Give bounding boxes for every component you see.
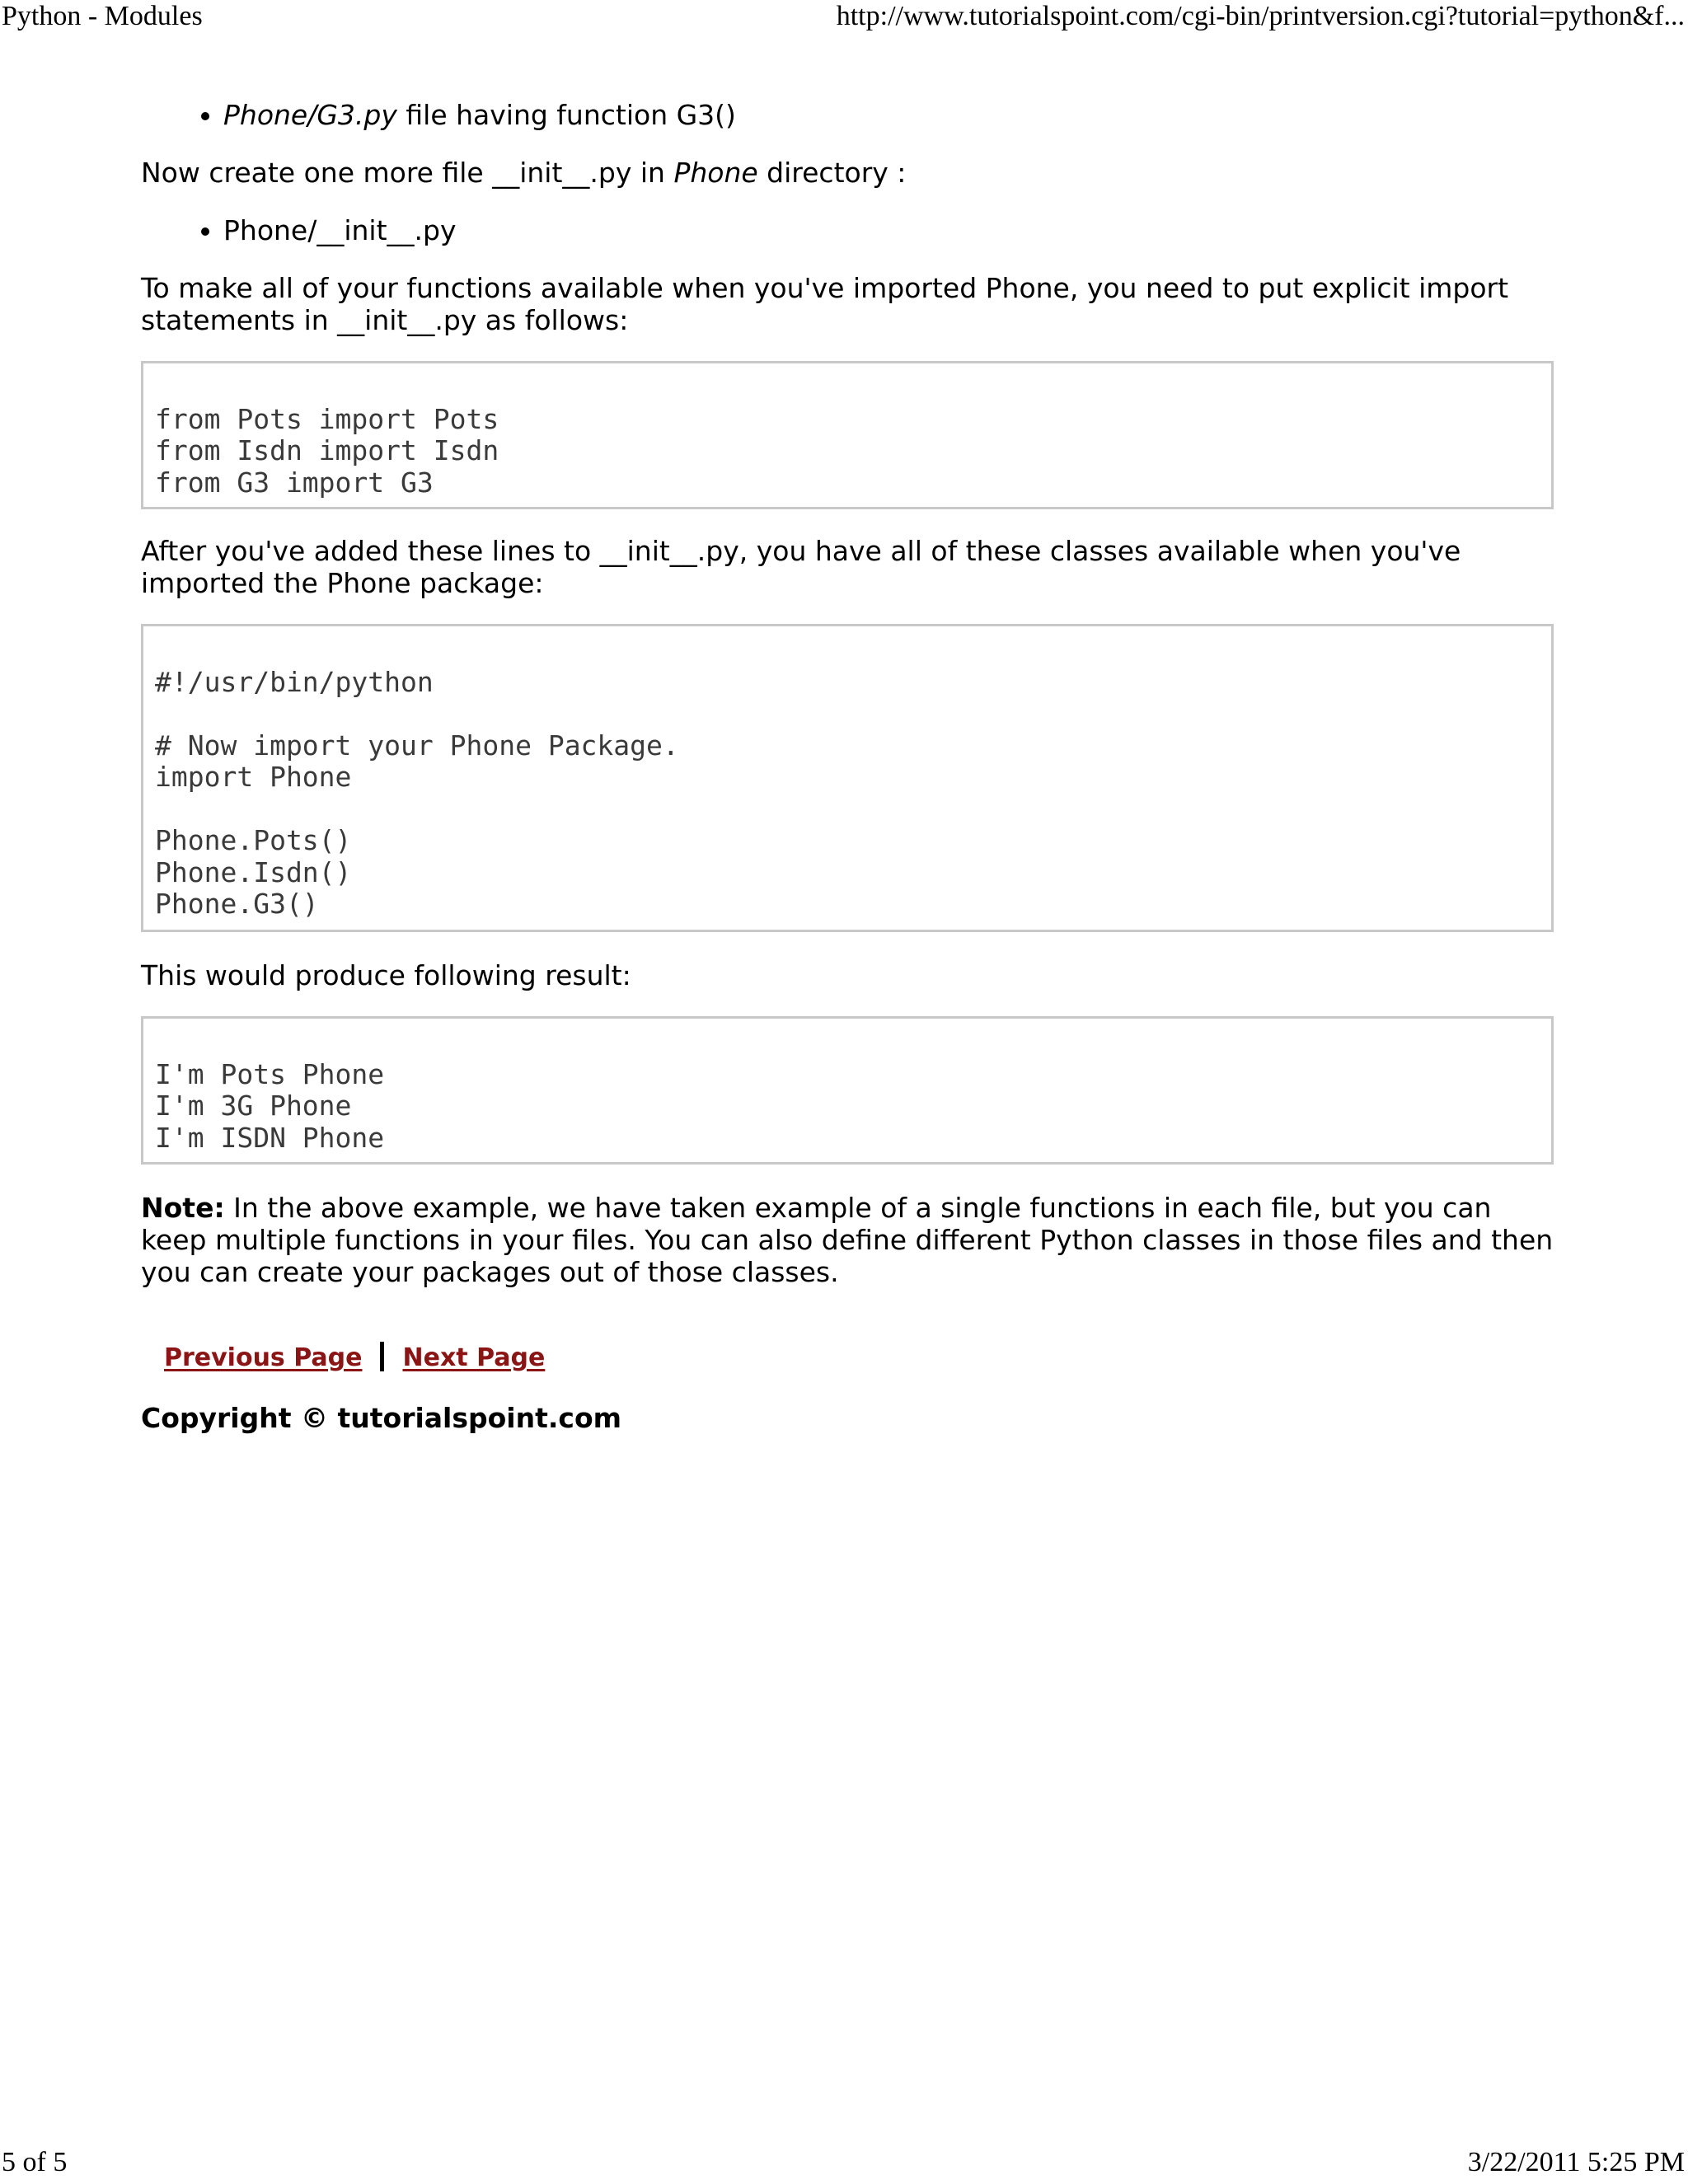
page-number: 5 of 5 <box>2 2147 68 2177</box>
note-text: In the above example, we have taken example of a single functions in each file, but you can keep multiple functions in your files. You can also define different Python classes in those files and then you can create your packages out of those classes. <box>141 1192 1554 1288</box>
bullet-list-files <box>141 99 1554 131</box>
bullet-list-init <box>141 214 1554 246</box>
paragraph: This would produce following result: <box>141 959 631 991</box>
page-navigation <box>164 1342 1554 1375</box>
list-item-text: file having function G3() <box>396 99 736 131</box>
note-paragraph <box>141 1192 1554 1288</box>
note-label: Note: <box>141 1192 225 1224</box>
nav-separator <box>380 1342 384 1371</box>
code-block-result: I'm Pots Phone I'm 3G Phone I'm ISDN Phone <box>141 1016 1554 1165</box>
code-block-example: #!/usr/bin/python # Now import your Phone Package. import Phone Phone.Pots() Phone.Isdn() Phone.G3() <box>141 624 1554 932</box>
document-title: Python - Modules <box>2 1 203 31</box>
list-item: • Phone/__init__.py <box>223 214 1554 246</box>
paragraph: To make all of your functions available when you've imported Phone, you need to put explicit import statements in __init__.py as follows: <box>141 272 1509 336</box>
print-header <box>0 0 1688 33</box>
paragraph-text: directory : <box>757 157 907 189</box>
file-name: Phone/G3.py <box>223 99 397 131</box>
page-content <box>141 91 1554 1434</box>
paragraph-text: Now create one more file __init__.py in <box>141 157 674 189</box>
previous-page-link[interactable]: Previous Page <box>164 1343 363 1372</box>
next-page-link[interactable]: Next Page <box>402 1343 546 1372</box>
print-datetime: 3/22/2011 5:25 PM <box>1467 2147 1685 2177</box>
directory-name: Phone <box>673 157 758 189</box>
document-url: http://www.tutorialspoint.com/cgi-bin/printversion.cgi?tutorial=python&f... <box>836 1 1685 31</box>
list-item <box>223 99 1554 131</box>
code-block-imports: from Pots import Pots from Isdn import Isdn from G3 import G3 <box>141 361 1554 509</box>
paragraph <box>141 157 1554 189</box>
paragraph: After you've added these lines to __init__.py, you have all of these classes available when you've imported the Phone package: <box>141 535 1461 599</box>
print-footer <box>0 2146 1688 2179</box>
copyright: Copyright © tutorialspoint.com <box>141 1402 622 1434</box>
